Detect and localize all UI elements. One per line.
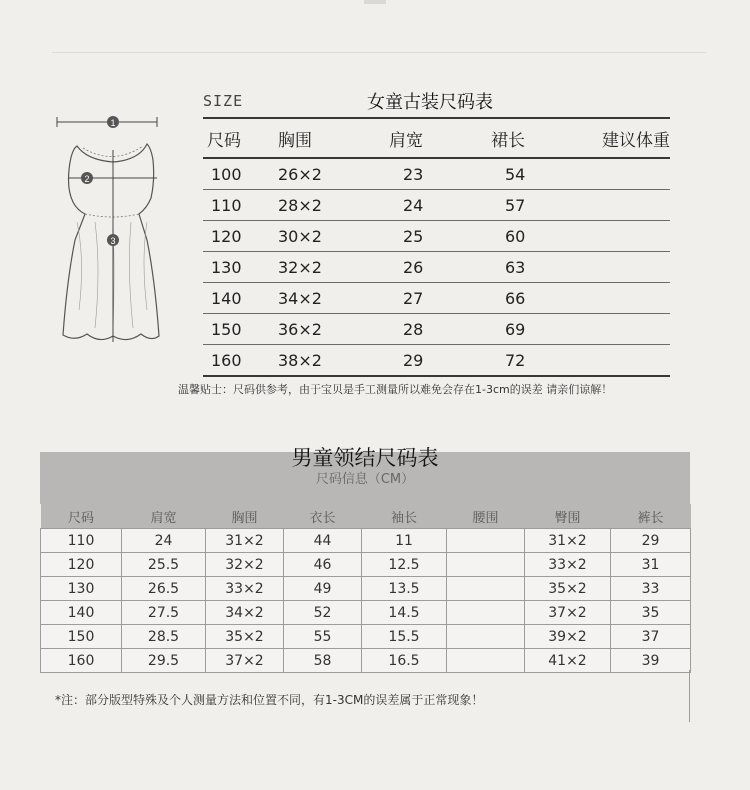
table-cell (589, 158, 670, 190)
table-cell: 11 (362, 529, 447, 553)
girls-chart-title: 女童古装尺码表 (367, 92, 493, 113)
table-cell: 140 (41, 601, 122, 625)
table-row (203, 345, 670, 377)
table-cell: 28×2 (278, 190, 381, 221)
table-cell (589, 221, 670, 252)
table-cell: 33×2 (525, 553, 611, 577)
table-cell (589, 345, 670, 377)
svg-text:1: 1 (110, 118, 116, 128)
table-cell: 66 (489, 283, 589, 314)
col-header: 肩宽 (122, 504, 206, 529)
table-row (41, 601, 691, 625)
marker-1-icon (107, 116, 119, 128)
table-cell: 24 (381, 190, 489, 221)
table-cell: 25 (381, 221, 489, 252)
top-decoration (364, 0, 386, 4)
boys-chart-subtitle: 尺码信息（CM） (315, 472, 415, 487)
table-cell: 110 (203, 190, 278, 221)
table-cell: 60 (489, 221, 589, 252)
col-header: 裤长 (611, 504, 691, 529)
table-cell: 150 (203, 314, 278, 345)
table-cell: 34×2 (206, 601, 284, 625)
table-cell: 55 (284, 625, 362, 649)
table-cell: 69 (489, 314, 589, 345)
boys-chart-title: 男童领结尺码表 (291, 446, 439, 470)
table-border-line (689, 670, 690, 722)
table-cell: 33 (611, 577, 691, 601)
table-cell: 39×2 (525, 625, 611, 649)
table-cell: 32×2 (278, 252, 381, 283)
table-cell: 28.5 (122, 625, 206, 649)
table-cell: 130 (41, 577, 122, 601)
col-header: 胸围 (278, 130, 312, 151)
table-cell: 37×2 (525, 601, 611, 625)
table-cell: 29 (611, 529, 691, 553)
table-cell: 54 (489, 158, 589, 190)
col-header: 袖长 (362, 504, 447, 529)
table-cell: 12.5 (362, 553, 447, 577)
table-row (41, 553, 691, 577)
marker-2-icon (81, 172, 93, 184)
table-cell: 25.5 (122, 553, 206, 577)
col-header: 裙长 (491, 130, 525, 151)
table-cell: 32×2 (206, 553, 284, 577)
svg-text:3: 3 (110, 236, 116, 246)
table-header-row (41, 504, 691, 529)
table-cell: 110 (41, 529, 122, 553)
table-row (41, 625, 691, 649)
table-cell: 63 (489, 252, 589, 283)
table-cell: 14.5 (362, 601, 447, 625)
table-cell (589, 190, 670, 221)
table-cell: 35 (611, 601, 691, 625)
table-row (203, 283, 670, 314)
table-cell: 44 (284, 529, 362, 553)
table-cell: 100 (203, 158, 278, 190)
table-cell: 38×2 (278, 345, 381, 377)
table-cell: 31×2 (206, 529, 284, 553)
girls-size-table (203, 117, 670, 377)
col-header: 肩宽 (389, 130, 423, 151)
table-cell: 39 (611, 649, 691, 673)
table-cell: 31×2 (525, 529, 611, 553)
table-cell: 52 (284, 601, 362, 625)
table-cell: 29.5 (122, 649, 206, 673)
table-cell (447, 649, 525, 673)
table-cell (589, 283, 670, 314)
table-cell (589, 252, 670, 283)
table-cell: 24 (122, 529, 206, 553)
table-cell: 58 (284, 649, 362, 673)
dress-diagram-icon (55, 110, 175, 360)
col-header: 臀围 (525, 504, 611, 529)
table-cell: 37×2 (206, 649, 284, 673)
boys-size-table (40, 504, 691, 673)
table-row (203, 158, 670, 190)
table-cell: 26×2 (278, 158, 381, 190)
table-cell: 49 (284, 577, 362, 601)
col-header: 尺码 (41, 504, 122, 529)
table-cell: 27 (381, 283, 489, 314)
table-row (203, 190, 670, 221)
table-cell: 150 (41, 625, 122, 649)
table-cell: 46 (284, 553, 362, 577)
col-header: 尺码 (207, 130, 241, 151)
table-cell: 34×2 (278, 283, 381, 314)
table-cell: 41×2 (525, 649, 611, 673)
table-cell: 72 (489, 345, 589, 377)
table-cell: 26.5 (122, 577, 206, 601)
table-cell: 15.5 (362, 625, 447, 649)
table-cell: 160 (203, 345, 278, 377)
table-cell: 35×2 (525, 577, 611, 601)
table-row (203, 221, 670, 252)
girls-chart-note: 温馨贴士：尺码供参考，由于宝贝是手工测量所以难免会存在1-3cm的误差 请亲们谅解！ (178, 383, 613, 396)
table-row (41, 577, 691, 601)
col-header: 衣长 (284, 504, 362, 529)
table-cell: 28 (381, 314, 489, 345)
table-row (41, 529, 691, 553)
table-cell: 16.5 (362, 649, 447, 673)
marker-3-icon (107, 234, 119, 246)
table-cell (447, 577, 525, 601)
top-divider (52, 52, 706, 53)
table-cell: 31 (611, 553, 691, 577)
table-row (41, 649, 691, 673)
col-header: 腰围 (447, 504, 525, 529)
table-cell: 33×2 (206, 577, 284, 601)
col-header: 建议体重 (602, 130, 670, 151)
svg-text:2: 2 (84, 174, 90, 184)
table-cell: 120 (41, 553, 122, 577)
size-label: SIZE (203, 92, 244, 110)
table-cell: 26 (381, 252, 489, 283)
table-cell: 30×2 (278, 221, 381, 252)
table-cell: 120 (203, 221, 278, 252)
table-cell: 57 (489, 190, 589, 221)
table-cell: 27.5 (122, 601, 206, 625)
table-cell (447, 553, 525, 577)
table-cell (589, 314, 670, 345)
table-cell: 23 (381, 158, 489, 190)
table-row (203, 314, 670, 345)
table-cell: 13.5 (362, 577, 447, 601)
table-header-row (203, 118, 670, 158)
table-cell: 35×2 (206, 625, 284, 649)
table-cell: 29 (381, 345, 489, 377)
table-cell (447, 625, 525, 649)
table-cell (447, 601, 525, 625)
table-row (203, 252, 670, 283)
table-cell: 140 (203, 283, 278, 314)
table-cell: 160 (41, 649, 122, 673)
table-cell: 37 (611, 625, 691, 649)
col-header: 胸围 (206, 504, 284, 529)
table-cell: 130 (203, 252, 278, 283)
table-cell: 36×2 (278, 314, 381, 345)
table-cell (447, 529, 525, 553)
boys-chart-note: *注：部分版型特殊及个人测量方法和位置不同，有1-3CM的误差属于正常现象！ (55, 693, 484, 707)
